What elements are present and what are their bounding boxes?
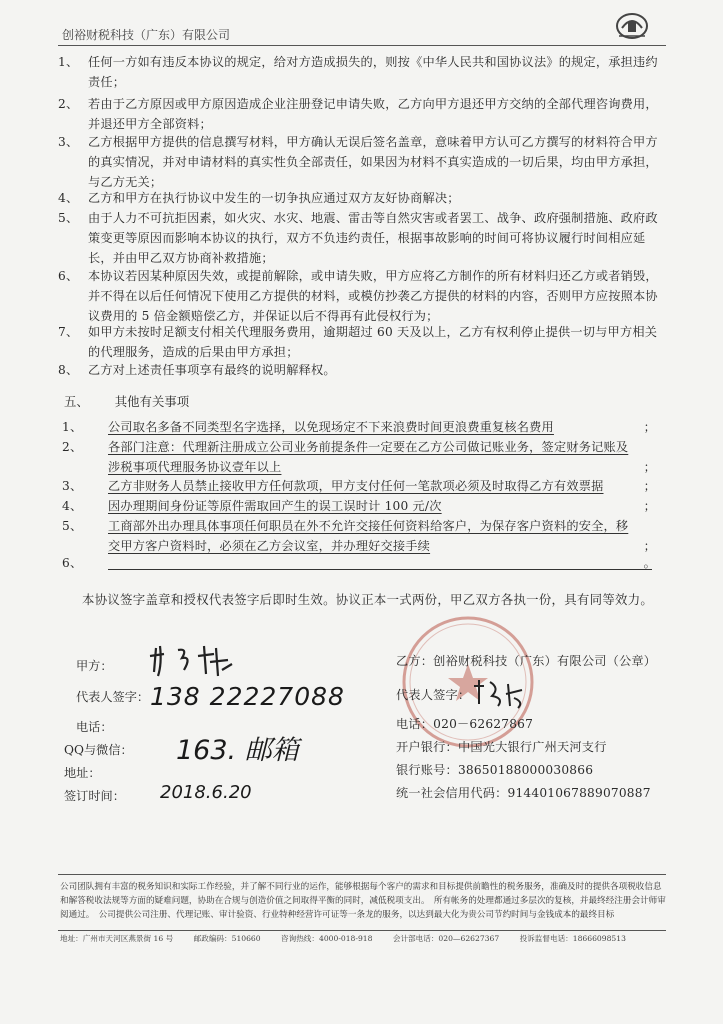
company-logo-icon (614, 10, 650, 40)
party-b-account-label: 银行账号： (396, 763, 458, 777)
clause-number: 5、 (58, 211, 79, 225)
other-item-6 (58, 553, 670, 573)
header-divider (58, 45, 666, 46)
item-end: ； (643, 499, 656, 513)
footer-zip: 邮政编码：510660 (193, 934, 261, 943)
item-number: 3、 (62, 479, 83, 493)
item-end: ； (643, 479, 656, 493)
clause-4 (58, 188, 668, 208)
other-item-3 (58, 476, 670, 496)
footer-accounting-phone: 会计部电话：020—62627367 (392, 934, 500, 943)
clause-6 (58, 266, 668, 326)
party-b-bank-label: 开户银行： (396, 740, 458, 754)
clause-text: 乙方对上述责任事项享有最终的说明解释权。 (88, 363, 336, 377)
footer-bottom-divider (58, 930, 666, 931)
clause-text: 如甲方未按时足额支付相关代理服务费用，逾期超过 60 天及以上，乙方有权利停止提供一切与甲方相关的代理服务，造成的后果由甲方承担； (88, 325, 658, 359)
party-b-credit-code (396, 783, 651, 803)
other-item-4 (58, 496, 670, 516)
clause-text: 本协议若因某种原因失效，或提前解除，或申请失败，甲方应将乙方制作的所有材料归还乙方或者销毁，并不得在以后任何情况下使用乙方提供的材料，或模仿抄袭乙方提供的材料的内容，否则甲方应按照本协议费用的 5 倍金额赔偿乙方，并保证以后不得再有此侵权行为； (88, 269, 658, 323)
item-end: ； (643, 460, 656, 474)
clause-number: 7、 (58, 325, 79, 339)
item-end: 。 (643, 556, 656, 570)
party-b-phone (396, 714, 533, 734)
item-number: 2、 (62, 440, 83, 454)
clause-text: 若由于乙方原因或甲方原因造成企业注册登记申请失败，乙方向甲方退还甲方交纳的全部代理咨询费用，并退还甲方全部资料； (88, 97, 658, 131)
party-b-rep-signature-icon (470, 676, 530, 710)
footer-contact-line (60, 933, 668, 944)
item-end: ； (643, 539, 656, 553)
party-b-label (396, 651, 656, 671)
footer-address: 地址：广州市天河区燕景街 16 号 (60, 934, 174, 943)
party-a-address-label: 地址： (64, 766, 101, 780)
header-company-name: 创裕财税科技（广东）有限公司 (62, 28, 231, 42)
item-end: ； (643, 420, 656, 434)
clause-text: 任何一方如有违反本协议的规定，给对方造成损失的，则按《中华人民共和国协议法》的规定，承担违约责任； (88, 55, 658, 89)
party-a-date-label: 签订时间： (64, 789, 125, 803)
party-a-qq-value: 163. 邮箱 (176, 735, 299, 766)
item-number: 6、 (62, 556, 83, 570)
party-a-signature-icon (148, 640, 248, 680)
party-b-rep-label: 代表人签字： (396, 688, 471, 702)
clause-1 (58, 52, 668, 92)
footer-complaint-phone: 投诉监督电话：18666098513 (519, 934, 626, 943)
party-a-date-value: 2018.6.20 (160, 782, 252, 803)
item-number: 5、 (62, 519, 83, 533)
item-text: 工商部外出办理具体事项任何职员在外不允许交接任何资料给客户，为保存客户资料的安全，移交甲方客户资料时，必须在乙方会议室，并办理好交接手续 (108, 519, 629, 553)
clause-number: 4、 (58, 191, 79, 205)
clause-number: 3、 (58, 135, 79, 149)
party-a-rep-label: 代表人签字： (76, 690, 150, 704)
clause-3 (58, 132, 668, 192)
clause-text: 乙方和甲方在执行协议中发生的一切争执应通过双方友好协商解决； (88, 191, 460, 205)
party-a-qq-label: QQ与微信： (64, 743, 133, 757)
footer-hotline: 咨询热线：4000-018-918 (281, 934, 373, 943)
item-text: 各部门注意：代理新注册成立公司业务前提条件一定要在乙方公司做记账业务，签定财务记账及涉税事项代理服务协议壹年以上 (108, 440, 629, 474)
party-b-account (396, 760, 593, 780)
clause-2 (58, 94, 668, 134)
section-title (64, 392, 189, 410)
clause-number: 1、 (58, 55, 79, 69)
footer-description: 公司团队拥有丰富的税务知识和实际工作经验，并了解不同行业的运作，能够根据每个客户的需求和目标提供前瞻性的税务服务，准确及时的提供各项税收信息和解答税收法规等方面的疑难问题，协助在合规与创造价值之间取得平衡的同时，减低税项支出。 所有帐务的处理都通过多层次的复核，并最终经注册会计师审阅通过。 公司提供公司注册、代理记账、审计验资、行业特种经营许可证等一条龙的服务，以达到最大化为贵公司节约时间与金钱成本的最终目标 (60, 882, 666, 920)
other-item-5 (58, 516, 670, 556)
party-b-label-text: 乙方： (396, 654, 434, 668)
footer-top-divider (58, 874, 666, 875)
clause-number: 2、 (58, 97, 79, 111)
other-item-1 (58, 417, 670, 437)
item-text: 因办理期间身份证等原件需取回产生的误工误时计 100 元/次 (108, 499, 442, 513)
item-blank-line (108, 569, 652, 570)
party-b-phone-value: 020－62627867 (433, 717, 534, 731)
clause-text: 由于人力不可抗拒因素，如火灾、水灾、地震、雷击等自然灾害或者罢工、战争、政府强制措施、政府政策变更等原因而影响本协议的执行，双方不负违约责任，根据事故影响的时间可将协议履行时间相应延长，并由甲乙双方协商补救措施； (88, 211, 658, 265)
item-text: 乙方非财务人员禁止接收甲方任何款项，甲方支付任何一笔款项必须及时取得乙方有效票据 (108, 479, 604, 493)
clause-5 (58, 208, 668, 268)
clause-number: 6、 (58, 269, 79, 283)
party-b-credit-value: 91440106788907088​7 (507, 786, 651, 800)
party-b-name: 创裕财税科技（广东）有限公司（公章） (433, 654, 657, 668)
party-b-credit-label: 统一社会信用代码： (396, 786, 508, 800)
party-b-account-value: 38650188000030866 (457, 763, 594, 777)
item-number: 4、 (62, 499, 83, 513)
party-a-label: 甲方： (76, 659, 113, 673)
item-number: 1、 (62, 420, 83, 434)
effect-statement: 本协议签字盖章和授权代表签字后即时生效。协议正本一式两份，甲乙双方各执一份，具有同等效力。 (82, 592, 654, 607)
party-a-phone-label: 电话： (76, 720, 113, 734)
clause-8 (58, 360, 668, 380)
party-b-bank (396, 737, 607, 757)
party-b-phone-label: 电话： (396, 717, 434, 731)
party-a-rep-signature: 138 22227088 (150, 682, 345, 711)
item-text: 公司取名多备不同类型名字选择，以免现场定不下来浪费时间更浪费重复核名费用 (108, 420, 554, 434)
section-number: 五、 (64, 394, 89, 409)
party-b-bank-value: 中国光大银行广州天河支行 (457, 740, 607, 754)
other-item-2 (58, 437, 670, 477)
clause-number: 8、 (58, 363, 79, 377)
clause-7 (58, 322, 668, 362)
clause-text: 乙方根据甲方提供的信息撰写材料，甲方确认无误后签名盖章，意味着甲方认可乙方撰写的材料符合甲方的真实情况，并对申请材料的真实性负全部责任，如果因为材料不真实造成的一切后果，均由甲方承担，与乙方无关； (88, 135, 658, 189)
section-heading: 其他有关事项 (114, 394, 190, 409)
